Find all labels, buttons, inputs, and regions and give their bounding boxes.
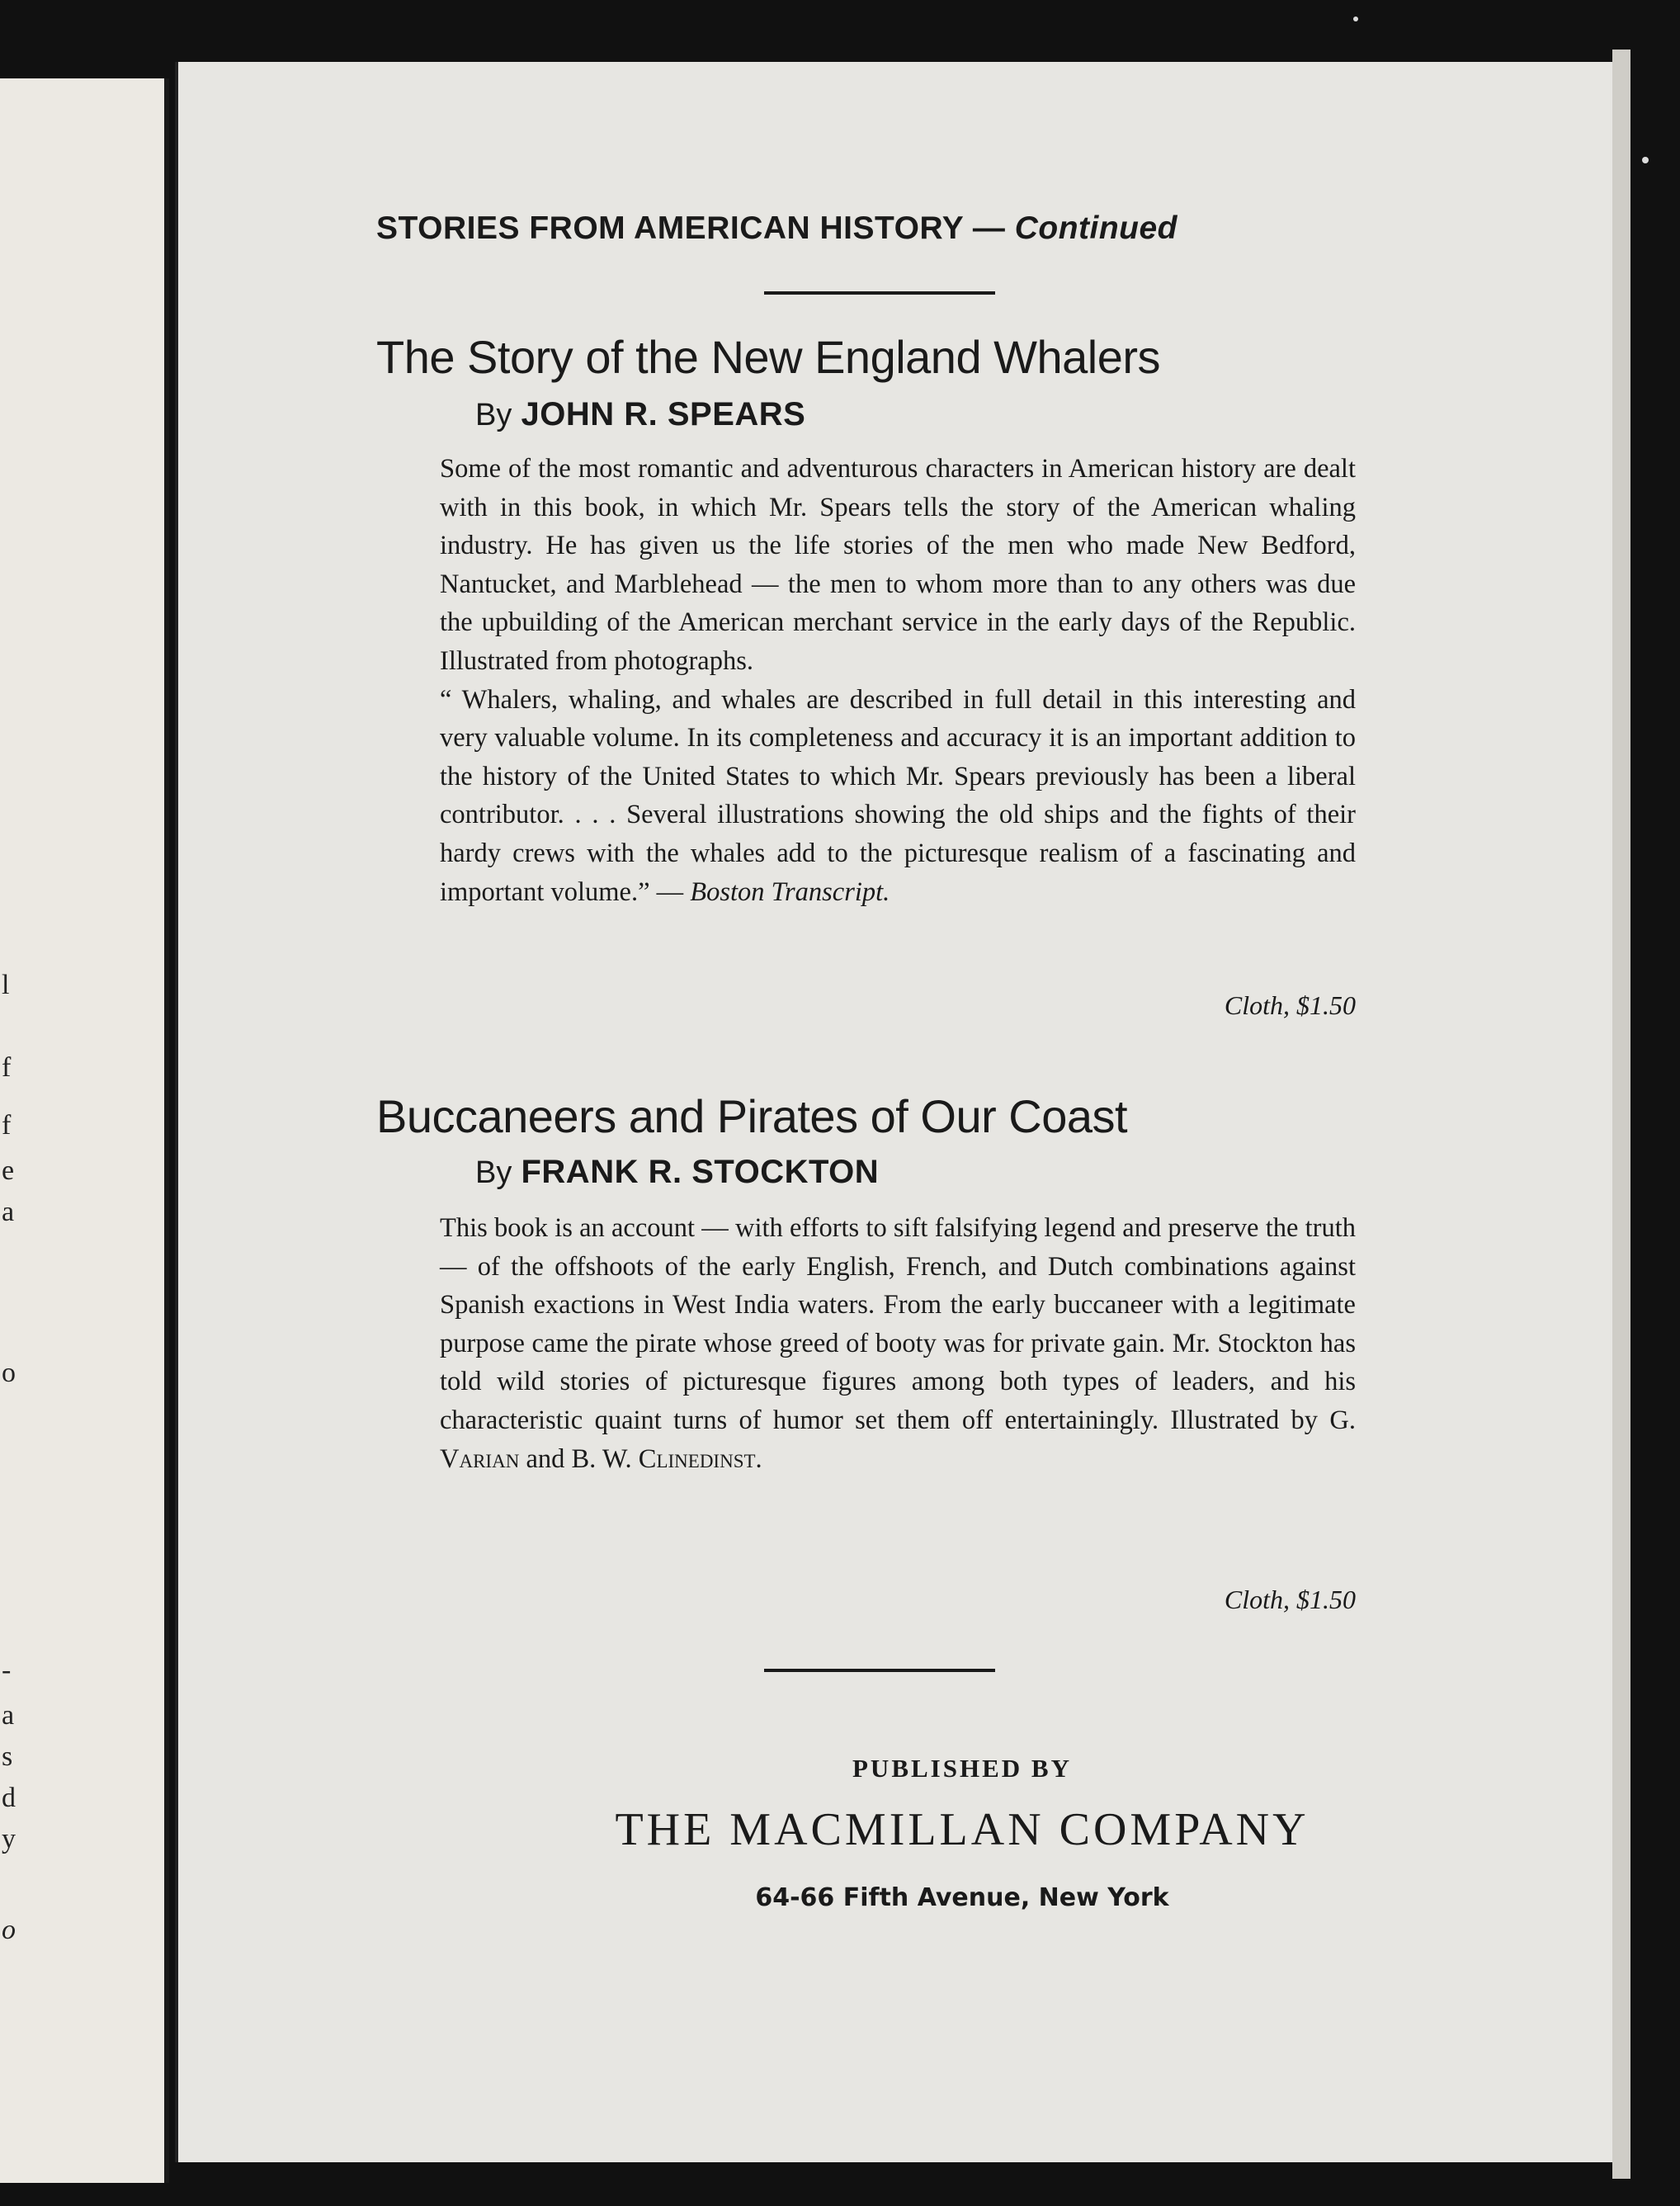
book-price: Cloth, $1.50 [1224, 1585, 1356, 1614]
left-page-fragment: e [2, 1155, 15, 1186]
left-page-fragment: f [2, 1110, 12, 1141]
book-description [440, 1209, 1356, 1478]
left-page-fragment: - [2, 1655, 12, 1685]
publisher-name: THE MACMILLAN COMPANY [615, 1804, 1310, 1855]
left-page-fragment: o [2, 1915, 16, 1945]
book-author [475, 1154, 879, 1191]
review-source: Boston Transcript. [690, 876, 890, 907]
divider-rule [764, 291, 995, 295]
left-page-fragment: l [2, 970, 10, 1000]
description-text [440, 1209, 1356, 1478]
publisher-address: 64-66 Fifth Avenue, New York [755, 1883, 1169, 1912]
left-page-fragment: a [2, 1700, 15, 1731]
book-description [440, 450, 1356, 911]
previous-page-edge [0, 78, 169, 2183]
left-page-fragment: o [2, 1358, 16, 1388]
book-title: Buccaneers and Pirates of Our Coast [376, 1090, 1128, 1142]
author-name: FRANK R. STOCKTON [521, 1154, 880, 1190]
description-body: This book is an account — with efforts to sift falsifying legend and preserve the truth — of the offshoots of the early English, French, and Dutch combinations against Spanish exactions in West India waters. From the early buccaneer with a legitimate purpose came the pirate whose greed of booty was for private gain. Mr. Stockton has told wild stories of picturesque figures among both types of leaders, and his characteristic quaint turns of humor set them off entertainingly. Illustrated by G. [440, 1213, 1356, 1435]
description-text: Some of the most romantic and adventurous characters in American history are dealt with in this book, in which Mr. Spears tells the story of the American whaling industry. He has given us the life stories of the men who made New Bedford, Nantucket, and Marblehead — the men to whom more than to any others was due the upbuilding of the American merchant service in the early days of the Republic. Illustrated from photographs. [440, 454, 1356, 676]
left-page-fragment: y [2, 1824, 16, 1854]
continued-label: Continued [1014, 210, 1177, 246]
review-quote [440, 681, 1356, 912]
left-page-fragment: f [2, 1052, 12, 1083]
author-name: JOHN R. SPEARS [521, 396, 806, 432]
book-author [475, 396, 805, 433]
left-page-fragment: d [2, 1783, 16, 1813]
illustrator-name: Clinedinst. [638, 1443, 762, 1474]
book-page [175, 62, 1616, 2162]
scan-speck [1353, 17, 1358, 21]
series-title: STORIES FROM AMERICAN HISTORY — [376, 210, 1006, 246]
scan-speck [1642, 157, 1649, 163]
review-text: “ Whalers, whaling, and whales are described in full detail in this interesting and very valuable volume. In its completeness and accuracy it is an important addition to the history of the United States to which Mr. Spears previously has been a liberal contributor. . . . Several illustrations showing the old ships and the fights of their hardy crews with the whales add to the picturesque realism of a fascinating and important volume.” — [440, 684, 1356, 907]
left-page-fragment: s [2, 1741, 13, 1772]
illustrator-name: Varian [440, 1443, 520, 1474]
book-title: The Story of the New England Whalers [376, 331, 1161, 383]
divider-rule [764, 1669, 995, 1672]
illustrator-conjunction: and B. W. [526, 1443, 632, 1474]
book-spine [164, 78, 169, 2183]
author-by-label: By [475, 398, 512, 432]
series-header [376, 210, 1177, 247]
published-by-label: PUBLISHED BY [852, 1754, 1072, 1783]
left-page-fragment: a [2, 1197, 15, 1227]
book-price: Cloth, $1.50 [1224, 990, 1356, 1020]
page-stack-edge [1612, 50, 1630, 2179]
author-by-label: By [475, 1155, 512, 1190]
